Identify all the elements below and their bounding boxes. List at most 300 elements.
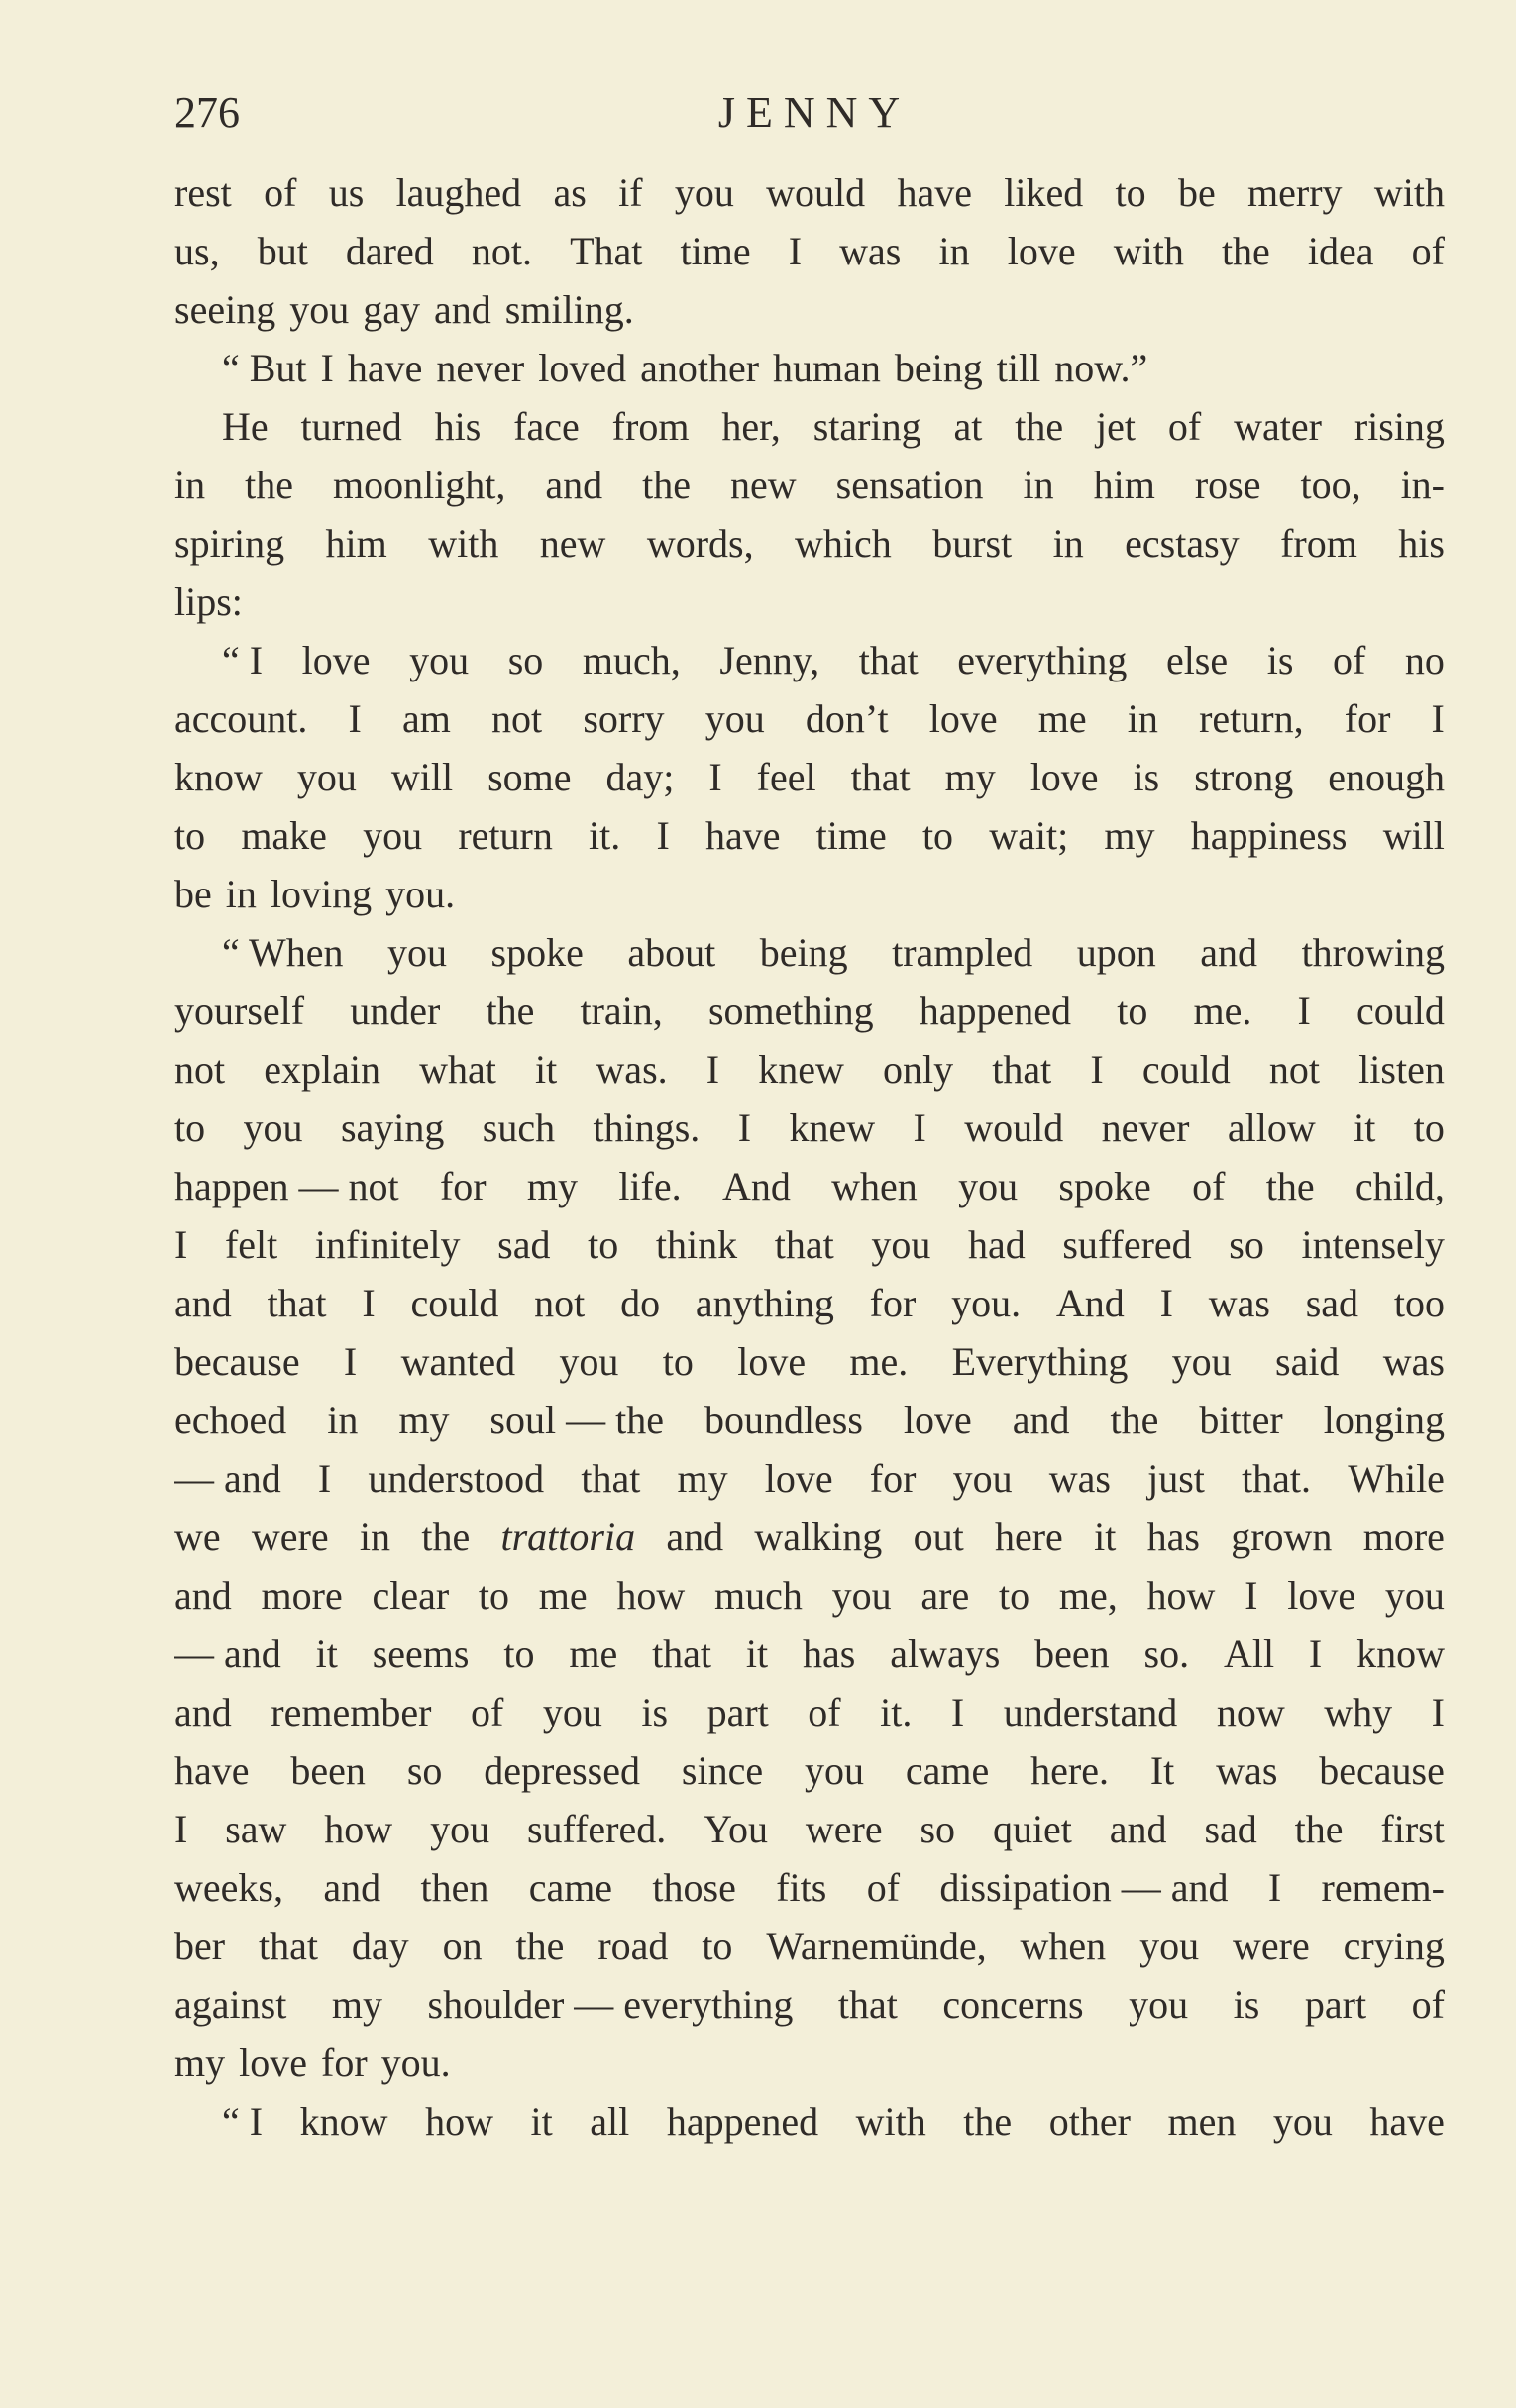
word: “ But bbox=[222, 346, 307, 390]
word: we bbox=[174, 1515, 221, 1559]
word: bitter bbox=[1199, 1398, 1283, 1442]
word: it bbox=[530, 2099, 553, 2144]
word: has bbox=[1146, 1515, 1200, 1559]
word: in bbox=[1127, 696, 1158, 741]
word: him bbox=[1093, 463, 1155, 507]
word: you bbox=[1129, 1982, 1189, 2027]
word: feel bbox=[756, 755, 816, 799]
word: was bbox=[839, 229, 902, 273]
word: of bbox=[264, 170, 297, 215]
word: I bbox=[950, 1690, 965, 1734]
word: that. bbox=[1242, 1456, 1312, 1501]
word: you bbox=[1384, 1573, 1445, 1618]
word: rose bbox=[1194, 463, 1261, 507]
word: so bbox=[920, 1807, 956, 1851]
word: Jenny, bbox=[719, 638, 820, 682]
word: day bbox=[351, 1924, 409, 1968]
word: the bbox=[963, 2099, 1013, 2144]
word: it bbox=[1094, 1515, 1117, 1559]
word: else bbox=[1165, 638, 1229, 682]
word: such bbox=[482, 1105, 556, 1150]
word: much bbox=[714, 1573, 803, 1618]
word: first bbox=[1380, 1807, 1445, 1851]
word: my bbox=[944, 755, 996, 799]
word: to bbox=[921, 813, 954, 858]
word: things. bbox=[593, 1105, 701, 1150]
word: liked bbox=[1004, 170, 1084, 215]
word: quiet bbox=[992, 1807, 1072, 1851]
word: were bbox=[1233, 1924, 1310, 1968]
text-line bbox=[174, 1741, 1445, 1800]
word: could bbox=[410, 1281, 499, 1325]
word: so. bbox=[1143, 1631, 1190, 1676]
word: happiness bbox=[1190, 813, 1348, 858]
word: always bbox=[890, 1631, 1001, 1676]
word: have bbox=[174, 1748, 250, 1793]
word: from bbox=[611, 404, 690, 449]
word: been bbox=[290, 1748, 366, 1793]
word: of bbox=[808, 1690, 841, 1734]
word: am bbox=[402, 696, 451, 741]
word: too bbox=[1393, 1281, 1445, 1325]
text-line bbox=[174, 1099, 1445, 1157]
word: grown bbox=[1231, 1515, 1333, 1559]
word: it bbox=[315, 1631, 338, 1676]
word: been bbox=[1034, 1631, 1110, 1676]
word: more bbox=[1362, 1515, 1445, 1559]
word: on bbox=[442, 1924, 483, 1968]
word: only bbox=[883, 1047, 954, 1092]
text-line bbox=[174, 2034, 1445, 2092]
word: account. bbox=[174, 696, 308, 741]
word: in- bbox=[1400, 463, 1445, 507]
body-text bbox=[174, 163, 1445, 2150]
word: that bbox=[774, 1222, 834, 1267]
word: as bbox=[553, 170, 587, 215]
word: that bbox=[259, 1924, 318, 1968]
word: because bbox=[1319, 1748, 1445, 1793]
word: be bbox=[1177, 170, 1216, 215]
text-line bbox=[174, 631, 1445, 689]
word: being bbox=[759, 930, 848, 975]
word: of bbox=[1411, 1982, 1445, 2027]
word: will bbox=[390, 755, 454, 799]
word: I bbox=[788, 229, 803, 273]
word: depressed bbox=[484, 1748, 640, 1793]
word: I bbox=[708, 755, 722, 799]
word: here bbox=[994, 1515, 1063, 1559]
word: you bbox=[542, 1690, 602, 1734]
word: some bbox=[487, 755, 572, 799]
word: you. bbox=[385, 872, 456, 916]
word: remem- bbox=[1321, 1865, 1445, 1910]
word: could bbox=[1356, 989, 1445, 1033]
text-line bbox=[174, 806, 1445, 865]
word: my bbox=[174, 2041, 226, 2085]
word: idea bbox=[1307, 229, 1374, 273]
word: saw bbox=[225, 1807, 287, 1851]
word: how bbox=[616, 1573, 686, 1618]
word: happened bbox=[919, 989, 1072, 1033]
word: now bbox=[1216, 1690, 1285, 1734]
word: now.” bbox=[1054, 346, 1148, 390]
word: being bbox=[894, 346, 983, 390]
text-line bbox=[174, 339, 1445, 397]
word: to bbox=[588, 1222, 619, 1267]
text-line bbox=[174, 1858, 1445, 1917]
word: to bbox=[702, 1924, 733, 1968]
word: you bbox=[289, 287, 350, 332]
word: other bbox=[1048, 2099, 1131, 2144]
word: And bbox=[1055, 1281, 1125, 1325]
text-line bbox=[174, 514, 1445, 573]
word: And bbox=[721, 1164, 791, 1208]
word: I bbox=[174, 1807, 188, 1851]
word: time bbox=[815, 813, 887, 858]
word: — and bbox=[174, 1631, 281, 1676]
word: saying bbox=[340, 1105, 445, 1150]
word: is bbox=[641, 1690, 669, 1734]
word: with bbox=[428, 521, 499, 566]
word: I bbox=[1090, 1047, 1104, 1092]
word: you bbox=[804, 1748, 864, 1793]
word: it bbox=[1354, 1105, 1376, 1150]
word: not bbox=[1268, 1047, 1321, 1092]
word: walking bbox=[754, 1515, 883, 1559]
word: you. bbox=[951, 1281, 1022, 1325]
word: so bbox=[507, 638, 544, 682]
word: soul — the bbox=[489, 1398, 664, 1442]
word: how bbox=[324, 1807, 393, 1851]
word: spoke bbox=[490, 930, 584, 975]
word: and bbox=[545, 463, 603, 507]
word: “ I bbox=[222, 2099, 264, 2144]
word: I bbox=[913, 1105, 926, 1150]
word: to bbox=[999, 1573, 1030, 1618]
word: day; bbox=[605, 755, 675, 799]
word: know bbox=[299, 2099, 388, 2144]
word: allow bbox=[1227, 1105, 1316, 1150]
word: road bbox=[597, 1924, 669, 1968]
text-line bbox=[174, 1332, 1445, 1391]
word: I bbox=[348, 696, 362, 741]
word: merry bbox=[1247, 170, 1343, 215]
word: spoke bbox=[1058, 1164, 1151, 1208]
word: have bbox=[1369, 2099, 1445, 2144]
word: and bbox=[433, 287, 491, 332]
word: you bbox=[559, 1339, 619, 1384]
word: you bbox=[363, 813, 423, 858]
word: understand bbox=[1003, 1690, 1178, 1734]
text-line bbox=[174, 397, 1445, 456]
word: another bbox=[640, 346, 760, 390]
word: the bbox=[1265, 1164, 1315, 1208]
word: and bbox=[174, 1690, 232, 1734]
word: don’t bbox=[805, 696, 889, 741]
word: wait; bbox=[989, 813, 1069, 858]
word: to bbox=[478, 1573, 510, 1618]
word: and bbox=[323, 1865, 381, 1910]
word: of bbox=[1192, 1164, 1226, 1208]
word: water bbox=[1234, 404, 1322, 449]
word: return bbox=[458, 813, 553, 858]
word: him bbox=[325, 521, 387, 566]
word: too, bbox=[1300, 463, 1361, 507]
word: for bbox=[869, 1281, 917, 1325]
text-line bbox=[174, 456, 1445, 514]
word: how bbox=[1146, 1573, 1216, 1618]
word: and bbox=[174, 1281, 232, 1325]
word: men bbox=[1167, 2099, 1237, 2144]
word: happened bbox=[666, 2099, 819, 2144]
text-line bbox=[174, 2092, 1445, 2150]
word: my bbox=[677, 1456, 728, 1501]
word: happen — not bbox=[174, 1164, 399, 1208]
word: anything bbox=[695, 1281, 834, 1325]
word: you bbox=[704, 696, 765, 741]
word: that bbox=[837, 1982, 898, 2027]
word: loved bbox=[538, 346, 627, 390]
word: love bbox=[301, 638, 371, 682]
word: was. bbox=[596, 1047, 668, 1092]
word: never bbox=[1101, 1105, 1190, 1150]
word: I bbox=[656, 813, 670, 858]
word: had bbox=[967, 1222, 1026, 1267]
text-line bbox=[174, 1508, 1445, 1566]
word: love bbox=[1007, 229, 1076, 273]
word: trampled bbox=[892, 930, 1033, 975]
word: part bbox=[706, 1690, 769, 1734]
word: me bbox=[1037, 696, 1087, 741]
word: explain bbox=[264, 1047, 380, 1092]
word: are bbox=[920, 1573, 970, 1618]
word: infinitely bbox=[314, 1222, 461, 1267]
word: and bbox=[174, 1573, 232, 1618]
word: not bbox=[174, 1047, 226, 1092]
word: is bbox=[1233, 1982, 1260, 2027]
word: rising bbox=[1354, 404, 1445, 449]
word: He bbox=[222, 404, 269, 449]
word: knew bbox=[789, 1105, 876, 1150]
word: love bbox=[928, 696, 998, 741]
word: to bbox=[662, 1339, 694, 1384]
word: with bbox=[855, 2099, 926, 2144]
word: That bbox=[570, 229, 643, 273]
page-number: 276 bbox=[174, 88, 240, 137]
word: till bbox=[996, 346, 1041, 390]
word: I bbox=[320, 346, 334, 390]
word: I bbox=[1431, 696, 1445, 741]
text-line bbox=[174, 280, 1445, 339]
word: for bbox=[869, 1456, 917, 1501]
word: boundless bbox=[704, 1398, 863, 1442]
word: in bbox=[327, 1398, 359, 1442]
word: not bbox=[534, 1281, 586, 1325]
word: my bbox=[331, 1982, 382, 2027]
word: Everything bbox=[951, 1339, 1129, 1384]
word: love bbox=[903, 1398, 972, 1442]
word: ecstasy bbox=[1125, 521, 1240, 566]
word: would bbox=[766, 170, 866, 215]
word: in bbox=[174, 463, 206, 507]
word: dared bbox=[345, 229, 434, 273]
word: could bbox=[1141, 1047, 1231, 1092]
word: child, bbox=[1354, 1164, 1445, 1208]
word: make bbox=[241, 813, 327, 858]
word: was bbox=[1208, 1281, 1270, 1325]
word: something bbox=[707, 989, 874, 1033]
word: think bbox=[655, 1222, 738, 1267]
word: much, bbox=[582, 638, 681, 682]
word: and bbox=[1200, 930, 1258, 975]
word: her, bbox=[721, 404, 781, 449]
word: I bbox=[343, 1339, 358, 1384]
word: his bbox=[434, 404, 482, 449]
word: I bbox=[1245, 1573, 1258, 1618]
word: since bbox=[681, 1748, 764, 1793]
word: us, bbox=[174, 229, 220, 273]
word: against bbox=[174, 1982, 287, 2027]
word: in bbox=[938, 229, 970, 273]
word: but bbox=[257, 229, 308, 273]
word: gay bbox=[363, 287, 420, 332]
word: I bbox=[1308, 1631, 1323, 1676]
word: my bbox=[526, 1164, 579, 1208]
text-line bbox=[174, 865, 1445, 923]
word: face bbox=[513, 404, 580, 449]
text-line bbox=[174, 573, 1445, 631]
word: his bbox=[1398, 521, 1445, 566]
word: do bbox=[620, 1281, 661, 1325]
word: to bbox=[174, 813, 206, 858]
word: return, bbox=[1199, 696, 1304, 741]
word: said bbox=[1275, 1339, 1340, 1384]
word: for bbox=[439, 1164, 487, 1208]
word: here. bbox=[1030, 1748, 1109, 1793]
word: upon bbox=[1076, 930, 1156, 975]
word: suffered. bbox=[526, 1807, 667, 1851]
word: to bbox=[1115, 170, 1146, 215]
word: I bbox=[362, 1281, 376, 1325]
word: It bbox=[1149, 1748, 1175, 1793]
text-line bbox=[174, 1215, 1445, 1274]
word: throwing bbox=[1301, 930, 1445, 975]
word: turned bbox=[300, 404, 402, 449]
word: knew bbox=[758, 1047, 844, 1092]
text-line bbox=[174, 1040, 1445, 1099]
word: sad bbox=[1204, 1807, 1257, 1851]
word: if bbox=[618, 170, 643, 215]
word: the bbox=[1110, 1398, 1159, 1442]
word: sensation bbox=[835, 463, 984, 507]
word: to bbox=[174, 1105, 206, 1150]
text-line bbox=[174, 1157, 1445, 1215]
text-line bbox=[174, 1917, 1445, 1975]
word: what bbox=[419, 1047, 496, 1092]
text-line bbox=[174, 222, 1445, 280]
text-line bbox=[174, 1566, 1445, 1624]
word: words, bbox=[646, 521, 754, 566]
word: would bbox=[964, 1105, 1064, 1150]
text-line bbox=[174, 1391, 1445, 1449]
word: so bbox=[406, 1748, 443, 1793]
word: those bbox=[652, 1865, 736, 1910]
word: came bbox=[528, 1865, 613, 1910]
word: I bbox=[317, 1456, 332, 1501]
word: rest bbox=[174, 170, 232, 215]
word: to bbox=[1117, 989, 1148, 1033]
word: when bbox=[831, 1164, 918, 1208]
word: which bbox=[795, 521, 892, 566]
word: listen bbox=[1358, 1047, 1445, 1092]
word: it. bbox=[880, 1690, 913, 1734]
word: shoulder — everything bbox=[427, 1982, 794, 2027]
word: I bbox=[1159, 1281, 1173, 1325]
word: were bbox=[805, 1807, 883, 1851]
word: concerns bbox=[942, 1982, 1084, 2027]
word: in bbox=[1023, 463, 1054, 507]
word: enough bbox=[1328, 755, 1445, 799]
word: no bbox=[1404, 638, 1445, 682]
word: out bbox=[913, 1515, 964, 1559]
word: train, bbox=[580, 989, 663, 1033]
word: me. bbox=[849, 1339, 909, 1384]
word: not bbox=[491, 696, 543, 741]
word: why bbox=[1324, 1690, 1393, 1734]
word: so bbox=[1229, 1222, 1264, 1267]
word: you bbox=[831, 1573, 892, 1618]
word: everything bbox=[957, 638, 1128, 682]
word: you bbox=[1171, 1339, 1232, 1384]
word: burst bbox=[932, 521, 1013, 566]
word: seems bbox=[372, 1631, 470, 1676]
word: never bbox=[436, 346, 525, 390]
word: you bbox=[1272, 2099, 1333, 2144]
word: of bbox=[470, 1690, 504, 1734]
word: because bbox=[174, 1339, 300, 1384]
running-head bbox=[174, 83, 1445, 143]
word: me. bbox=[1193, 989, 1252, 1033]
word: dissipation — and bbox=[939, 1865, 1229, 1910]
word: lips: bbox=[174, 579, 243, 624]
word: when bbox=[1020, 1924, 1107, 1968]
word: just bbox=[1147, 1456, 1205, 1501]
word: understood bbox=[368, 1456, 545, 1501]
word: life. bbox=[618, 1164, 682, 1208]
word: “ I bbox=[222, 638, 264, 682]
word: with bbox=[1373, 170, 1445, 215]
word: of bbox=[1411, 229, 1445, 273]
word: loving bbox=[270, 872, 373, 916]
word: for bbox=[1344, 696, 1391, 741]
word: crying bbox=[1343, 1924, 1445, 1968]
text-line bbox=[174, 1800, 1445, 1858]
word: All bbox=[1223, 1631, 1275, 1676]
word: at bbox=[953, 404, 983, 449]
word: me, bbox=[1058, 1573, 1118, 1618]
word: I bbox=[1431, 1690, 1445, 1734]
word: my bbox=[1104, 813, 1155, 858]
word: spiring bbox=[174, 521, 285, 566]
word: will bbox=[1382, 813, 1445, 858]
word: Warnemünde, bbox=[766, 1924, 987, 1968]
word: you bbox=[871, 1222, 931, 1267]
word: with bbox=[1113, 229, 1184, 273]
word: in bbox=[1052, 521, 1084, 566]
word: you bbox=[674, 170, 734, 215]
word: remember bbox=[271, 1690, 432, 1734]
word: of bbox=[866, 1865, 901, 1910]
